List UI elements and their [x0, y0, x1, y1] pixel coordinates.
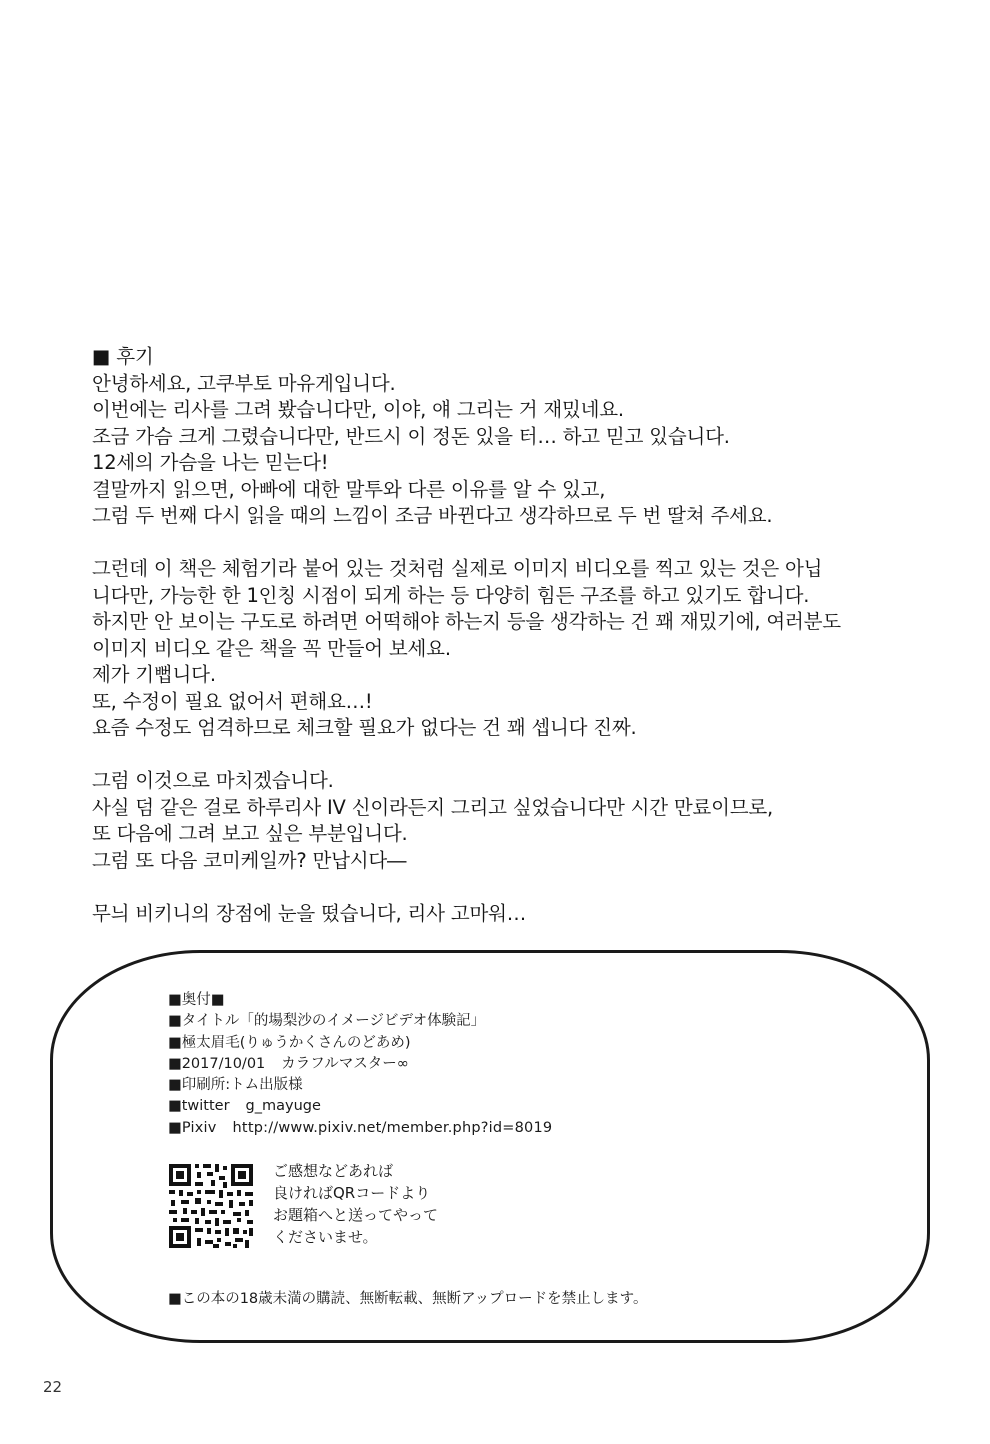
afterword-line: 이번에는 리사를 그려 봤습니다만, 이야, 얘 그리는 거 재밌네요.	[92, 398, 624, 421]
page-number: 22	[43, 1378, 63, 1396]
colophon-date: ■2017/10/01	[168, 1055, 266, 1072]
afterword-line: 하지만 안 보이는 구도로 하려면 어떡해야 하는지 등을 생각하는 건 꽤 재밌기에, 여러분도	[92, 610, 841, 633]
afterword-line: 그런데 이 책은 체험기라 붙어 있는 것처럼 실제로 이미지 비디오를 찍고 있는 것은 아닙	[92, 557, 823, 580]
afterword-line: 또 다음에 그려 보고 싶은 부분입니다.	[92, 822, 408, 845]
colophon-title: ■タイトル「的場梨沙のイメージビデオ体験記」	[168, 1013, 486, 1030]
colophon-date-row	[168, 1054, 552, 1075]
twitter-handle: g_mayuge	[245, 1098, 321, 1115]
afterword-heading: ■ 후기	[92, 345, 154, 368]
paragraph-gap	[92, 874, 972, 901]
qr-note-line: ご感想などあれば	[273, 1162, 394, 1180]
qr-note	[273, 1160, 438, 1248]
colophon-printer: ■印刷所:トム出版様	[168, 1077, 303, 1094]
colophon-circle: ■極太眉毛(りゅうかくさんのどあめ)	[168, 1034, 411, 1051]
afterword-line: 사실 덤 같은 걸로 하루리사 IV 신이라든지 그리고 싶었습니다만 시간 만료이므로,	[92, 795, 774, 819]
qr-code-icon[interactable]	[167, 1162, 255, 1250]
qr-note-line: 良ければQRコードより	[273, 1184, 431, 1202]
afterword-line: 결말까지 읽으면, 아빠에 대한 말투와 다른 이유를 알 수 있고,	[92, 477, 606, 501]
qr-note-line: くださいませ。	[273, 1228, 378, 1246]
afterword-line: 그럼 두 번째 다시 읽을 때의 느낌이 조금 바뀐다고 생각하므로 두 번 딸쳐 주세요.	[92, 504, 773, 527]
colophon-heading: ■奥付■	[168, 992, 225, 1008]
pixiv-label: ■Pixiv	[168, 1119, 217, 1136]
afterword-line: 12세의 가슴을 나는 믿는다!	[92, 451, 329, 474]
colophon-twitter-row	[168, 1096, 552, 1117]
afterword-line: 이미지 비디오 같은 책을 꼭 만들어 보세요.	[92, 636, 451, 660]
afterword-line: 또, 수정이 필요 없어서 편해요…!	[92, 689, 373, 713]
afterword-line: 요즘 수정도 엄격하므로 체크할 필요가 없다는 건 꽤 셉니다 진짜.	[92, 716, 637, 739]
twitter-label: ■twitter	[168, 1098, 230, 1115]
copyright-notice: ■この本の18歳未満の購読、無断転載、無断アップロードを禁止します。	[168, 1291, 648, 1307]
afterword-line: 그럼 또 다음 코미케일까? 만납시다―	[92, 848, 407, 872]
afterword-section	[92, 344, 972, 927]
paragraph-gap	[92, 742, 972, 769]
colophon-details	[168, 990, 552, 1139]
afterword-line: 그럼 이것으로 마치겠습니다.	[92, 769, 334, 792]
afterword-line: 조금 가슴 크게 그렸습니다만, 반드시 이 정돈 있을 터… 하고 믿고 있습니다.	[92, 424, 730, 448]
qr-note-line: お題箱へと送ってやって	[273, 1206, 439, 1224]
afterword-line: 안녕하세요, 고쿠부토 마유게입니다.	[92, 371, 396, 395]
paragraph-gap	[92, 530, 972, 557]
afterword-line: 니다만, 가능한 한 1인칭 시점이 되게 하는 등 다양히 힘든 구조를 하고 있기도 합니다.	[92, 583, 810, 607]
colophon-event: カラフルマスター∞	[281, 1055, 409, 1072]
afterword-line: 무늬 비키니의 장점에 눈을 떴습니다, 리사 고마워…	[92, 901, 527, 925]
colophon-pixiv-row	[168, 1118, 552, 1139]
pixiv-url[interactable]: http://www.pixiv.net/member.php?id=8019	[232, 1119, 553, 1136]
afterword-line: 제가 기뻡니다.	[92, 663, 216, 686]
